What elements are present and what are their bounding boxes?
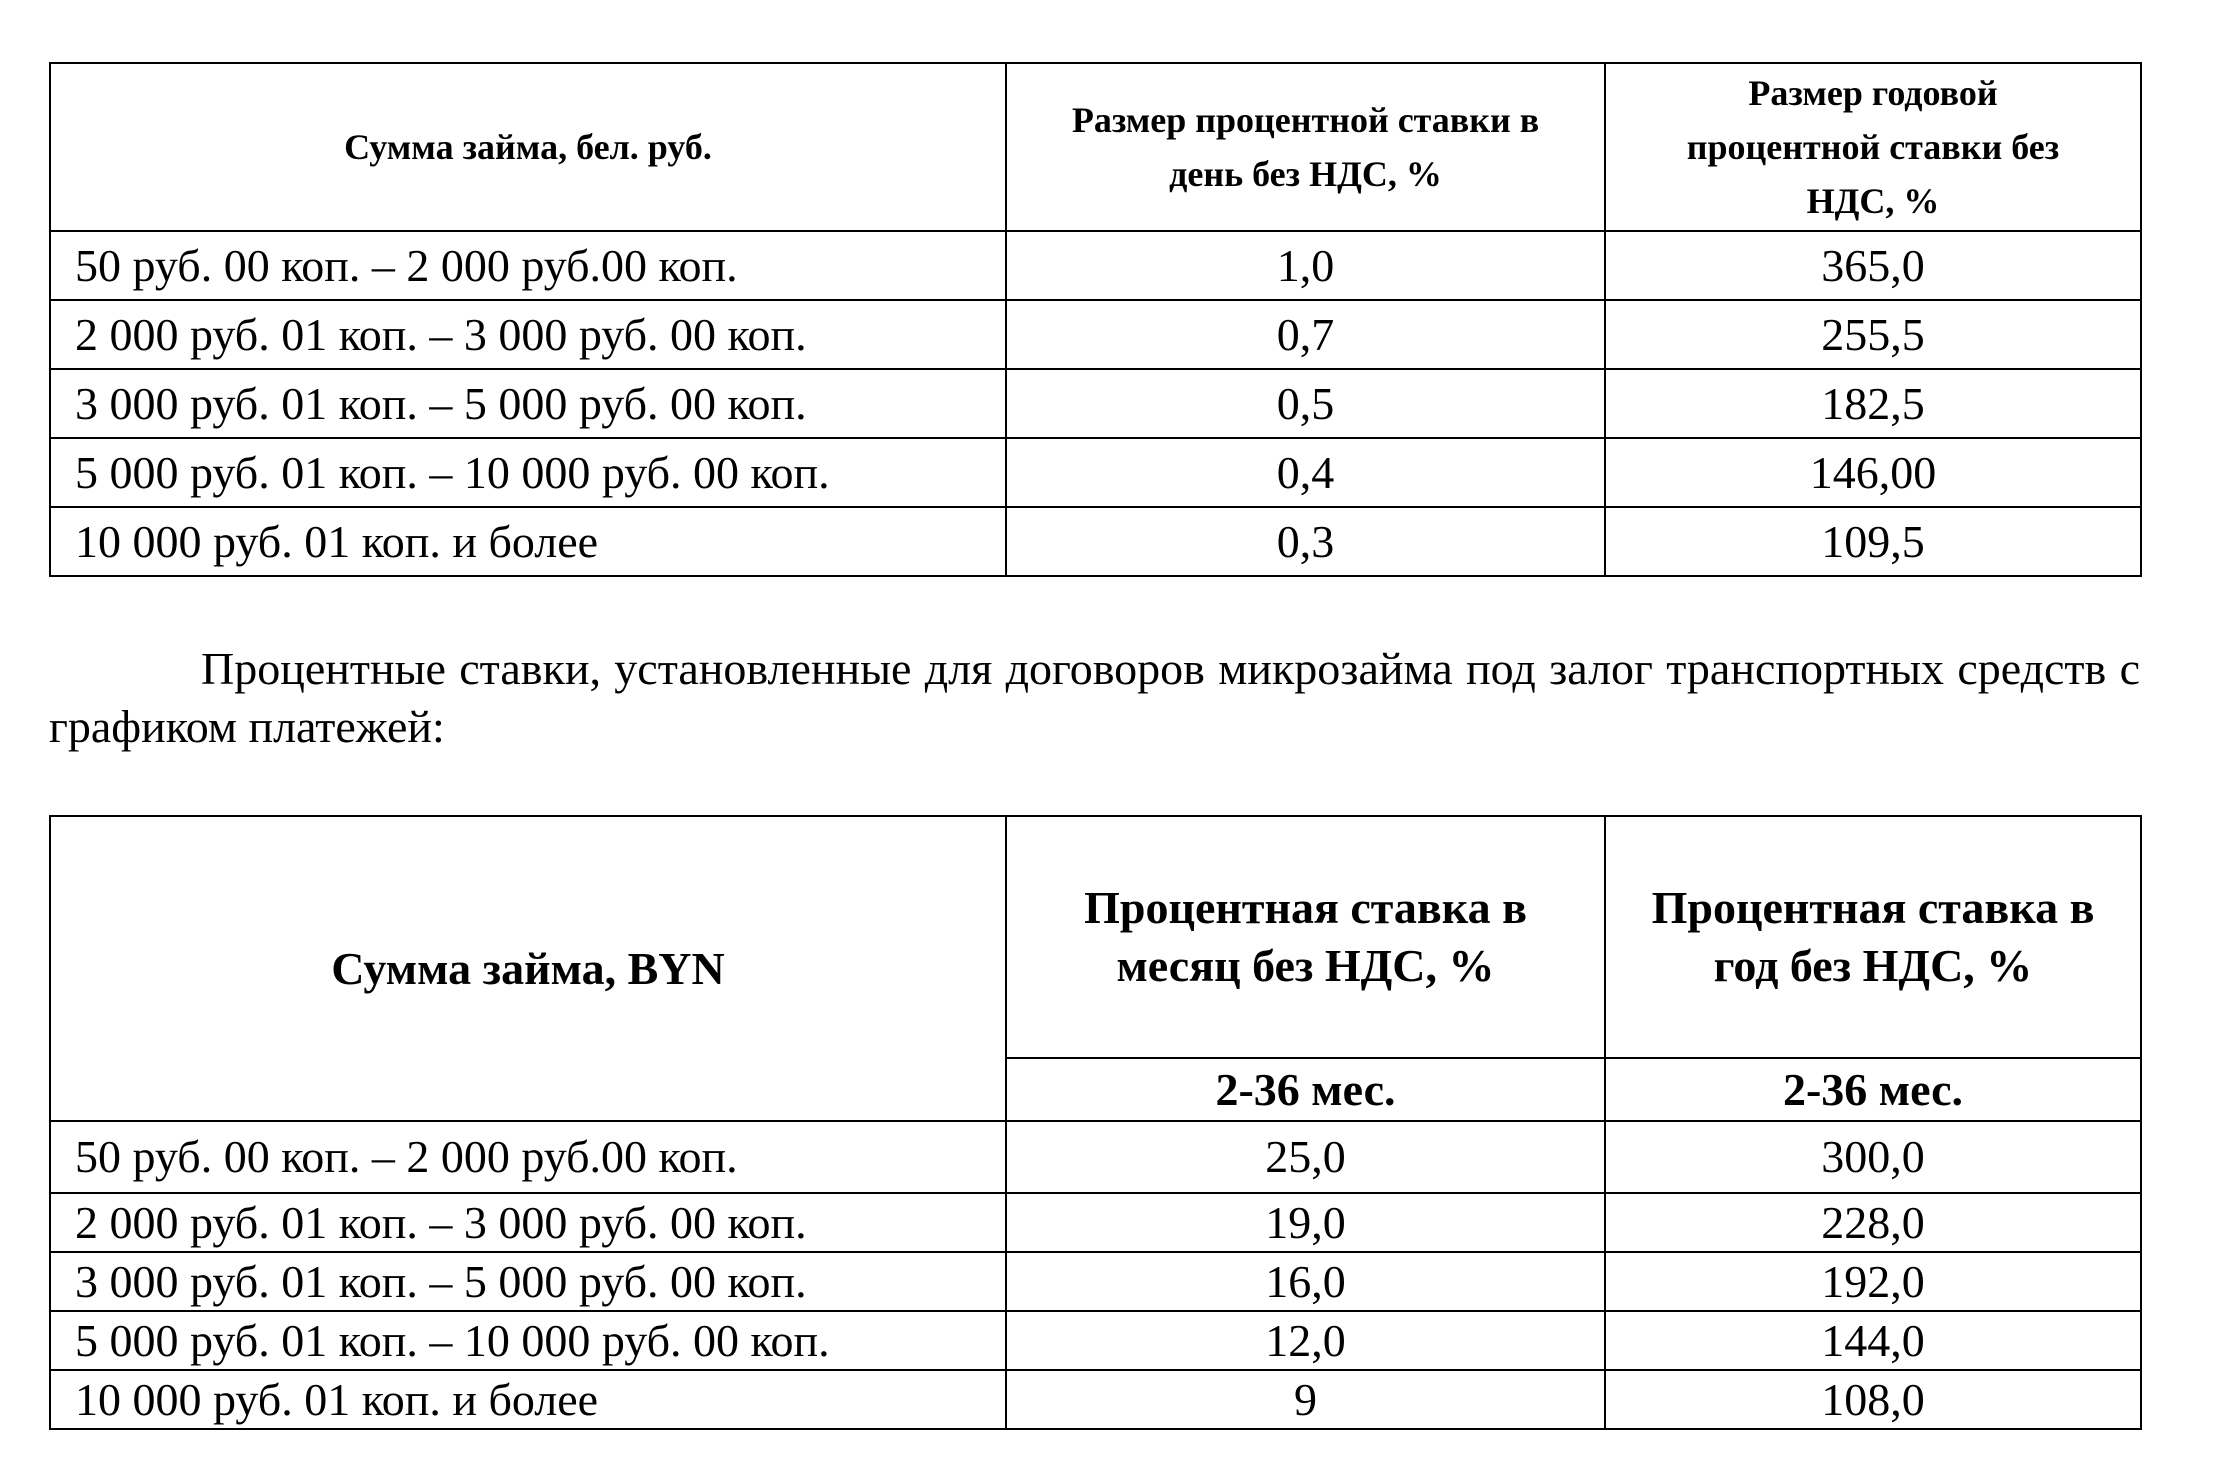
table-row: [50, 1193, 2141, 1252]
loan-range-cell: 50 руб. 00 коп. – 2 000 руб.00 коп.: [50, 1121, 1006, 1193]
table-row: [50, 1370, 2141, 1429]
table-row: [50, 507, 2141, 576]
daily-rate-table: [49, 62, 2142, 577]
table-row: [50, 231, 2141, 300]
loan-range-cell: 2 000 руб. 01 коп. – 3 000 руб. 00 коп.: [50, 300, 1006, 369]
annual-rate-cell: 108,0: [1605, 1370, 2141, 1429]
monthly-rate-cell: 19,0: [1006, 1193, 1605, 1252]
table-row: [50, 1252, 2141, 1311]
annual-rate-cell: 255,5: [1605, 300, 2141, 369]
annual-rate-header: Размер годовой процентной ставки без НДС, %: [1605, 63, 2141, 231]
daily-rate-cell: 0,3: [1006, 507, 1605, 576]
daily-rate-cell: 1,0: [1006, 231, 1605, 300]
annual-rate-cell: 182,5: [1605, 369, 2141, 438]
table-row: [50, 369, 2141, 438]
table-header-row: [50, 63, 2141, 231]
annual-rate-cell: 144,0: [1605, 1311, 2141, 1370]
annual-term-subheader: 2-36 мес.: [1605, 1058, 2141, 1121]
daily-rate-header: Размер процентной ставки в день без НДС, %: [1006, 63, 1605, 231]
table-row: [50, 300, 2141, 369]
monthly-rate-header: Процентная ставка в месяц без НДС, %: [1006, 816, 1605, 1058]
annual-rate-cell: 192,0: [1605, 1252, 2141, 1311]
loan-range-cell: 50 руб. 00 коп. – 2 000 руб.00 коп.: [50, 231, 1006, 300]
monthly-term-subheader: 2-36 мес.: [1006, 1058, 1605, 1121]
table-row: [50, 1121, 2141, 1193]
body-paragraph: Процентные ставки, установленные для договоров микрозайма под залог транспортных средств с графиком платежей:: [49, 643, 2140, 752]
loan-range-cell: 2 000 руб. 01 коп. – 3 000 руб. 00 коп.: [50, 1193, 1006, 1252]
loan-amount-header: Сумма займа, бел. руб.: [50, 63, 1006, 231]
loan-range-cell: 3 000 руб. 01 коп. – 5 000 руб. 00 коп.: [50, 369, 1006, 438]
annual-rate-header: Процентная ставка в год без НДС, %: [1605, 816, 2141, 1058]
annual-rate-cell: 300,0: [1605, 1121, 2141, 1193]
table-row: [50, 1311, 2141, 1370]
monthly-rate-cell: 25,0: [1006, 1121, 1605, 1193]
annual-rate-cell: 109,5: [1605, 507, 2141, 576]
daily-rate-cell: 0,5: [1006, 369, 1605, 438]
loan-range-cell: 10 000 руб. 01 коп. и более: [50, 507, 1006, 576]
table-row: [50, 438, 2141, 507]
monthly-rate-cell: 12,0: [1006, 1311, 1605, 1370]
monthly-rate-cell: 16,0: [1006, 1252, 1605, 1311]
loan-range-cell: 10 000 руб. 01 коп. и более: [50, 1370, 1006, 1429]
table-header-row: [50, 816, 2141, 1058]
daily-rate-cell: 0,4: [1006, 438, 1605, 507]
loan-amount-header: Сумма займа, BYN: [50, 816, 1006, 1121]
loan-range-cell: 3 000 руб. 01 коп. – 5 000 руб. 00 коп.: [50, 1252, 1006, 1311]
loan-range-cell: 5 000 руб. 01 коп. – 10 000 руб. 00 коп.: [50, 1311, 1006, 1370]
annual-rate-cell: 365,0: [1605, 231, 2141, 300]
daily-rate-cell: 0,7: [1006, 300, 1605, 369]
annual-rate-cell: 228,0: [1605, 1193, 2141, 1252]
annual-rate-cell: 146,00: [1605, 438, 2141, 507]
monthly-rate-cell: 9: [1006, 1370, 1605, 1429]
loan-range-cell: 5 000 руб. 01 коп. – 10 000 руб. 00 коп.: [50, 438, 1006, 507]
monthly-rate-table: [49, 815, 2142, 1430]
